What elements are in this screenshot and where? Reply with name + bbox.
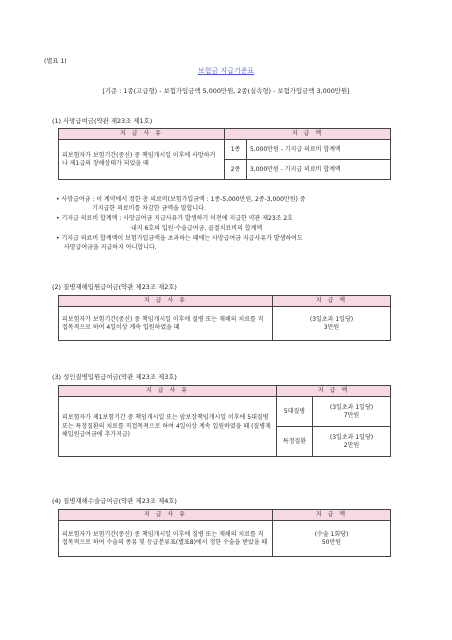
section2-amount-value: 3만원 bbox=[323, 323, 340, 331]
section4-reason: 피보험자가 보험기간(중신) 중 책임개시일 이후에 질병 또는 재해의 치료를 직접목적으로 하여 수술의 종류 및 등급분류표(별표8)에서 정한 수술을 받았을 때 bbox=[59, 521, 273, 557]
section1-reason: 피보험자가 보험기간(중신) 중 책임개시일 이후에 사망하거나 제1급의 장해상태가 되었을 때 bbox=[59, 140, 225, 180]
section3-amount-2-value: 2만원 bbox=[343, 441, 360, 449]
section4-table bbox=[58, 509, 391, 557]
section3-amount-2 bbox=[313, 427, 391, 457]
page-title: 보험금 지급기준표 bbox=[197, 67, 255, 75]
section3-amount-1-basis: (3일초과 1일당) bbox=[329, 403, 374, 411]
section2-amount-basis: (3일초과 1일당) bbox=[309, 315, 354, 323]
section3-reason: 피보험자가 제1보험기간 중 책임개시일 또는 암보장책임개시일 이후에 5대질병 또는 특정질환의 치료를 직접목적으로 하여 4일이상 계속 입원하였을 때 (질병재해입원급여금에 추가지급) bbox=[59, 397, 277, 457]
section3-amount-1-value: 7만원 bbox=[343, 411, 360, 419]
section1-note-6: 사망급여금을 지급하지 아니합니다. bbox=[64, 244, 157, 251]
section1-note-2: 기지급한 의료비를 차감한 금액을 말합니다. bbox=[92, 205, 206, 212]
section1-amount-1: 5,000만원 - 기지급 의료비 합계액 bbox=[247, 140, 391, 160]
section4-amount bbox=[273, 521, 391, 557]
section2-col-reason: 지 급 사 유 bbox=[59, 296, 273, 307]
section1-col-reason: 지 급 사 유 bbox=[59, 129, 225, 140]
section1-note-5: • 기지급 의료비 합계액이 보험가입금액을 초과하는 때에는 사망급여금 지급사유가 발생하여도 bbox=[56, 235, 303, 242]
section4-amount-value: 50만원 bbox=[321, 538, 342, 546]
section1-type-2: 2종 bbox=[225, 160, 247, 180]
section4-col-reason: 지 급 사 유 bbox=[59, 510, 273, 521]
section1-col-amount: 지 급 액 bbox=[225, 129, 391, 140]
section1-note-1: • 사망급여금 : 이 계약에서 정한 총 의료비(보험가입금액 : 1종-5,000만원, 2종-3,000만원) 중 bbox=[56, 196, 306, 203]
annex-label: (별표 1) bbox=[44, 58, 67, 65]
standard-note: [기준 : 1종(고급형) - 보험가입금액 5,000만원, 2종(실속형) - 보험가입금액 3,000만원] bbox=[102, 87, 350, 95]
section1-note-4: 내지 6호의 입원·수술급여금, 골절치료비의 합계액 bbox=[131, 225, 263, 232]
section2-heading: (2) 질병재해입원급여금(약관 제23조 제2호) bbox=[52, 283, 177, 291]
section3-col-reason: 지 급 사 유 bbox=[59, 386, 277, 397]
section2-table bbox=[58, 295, 391, 341]
section3-table bbox=[58, 385, 391, 457]
section3-amount-1 bbox=[313, 397, 391, 427]
section1-note-3: • 기지급 의료비 합계액 : 사망급여금 지급사유가 발생하기 이전에 지급한 약관 제23조 2호 bbox=[56, 215, 293, 222]
section3-heading: (3) 성인질병입원급여금(약관 제23조 제3호) bbox=[52, 373, 177, 381]
section2-amount bbox=[273, 307, 391, 341]
section4-col-amount: 지 급 액 bbox=[273, 510, 391, 521]
section1-heading: (1) 사망급여금(약관 제23조 제1호) bbox=[52, 117, 153, 125]
section3-type-2: 특정질환 bbox=[277, 427, 313, 457]
section2-col-amount: 지 급 액 bbox=[273, 296, 391, 307]
section3-type-1: 5대질병 bbox=[277, 397, 313, 427]
section1-type-1: 1종 bbox=[225, 140, 247, 160]
section3-col-amount: 지 급 액 bbox=[277, 386, 391, 397]
section4-amount-basis: (수술 1회당) bbox=[314, 530, 349, 538]
section3-amount-2-basis: (3일초과 1일당) bbox=[329, 433, 374, 441]
section4-heading: (4) 질병재해수술급여금(약관 제23조 제4호) bbox=[52, 497, 177, 505]
section2-reason: 피보험자가 보험기간(중신) 중 책임개시일 이후에 질병 또는 재해의 치료를 직접목적으로 하여 4일이상 계속 입원하였을 때 bbox=[59, 307, 273, 341]
section1-amount-2: 3,000만원 - 기지급 의료비 합계액 bbox=[247, 160, 391, 180]
section1-table bbox=[58, 128, 391, 180]
